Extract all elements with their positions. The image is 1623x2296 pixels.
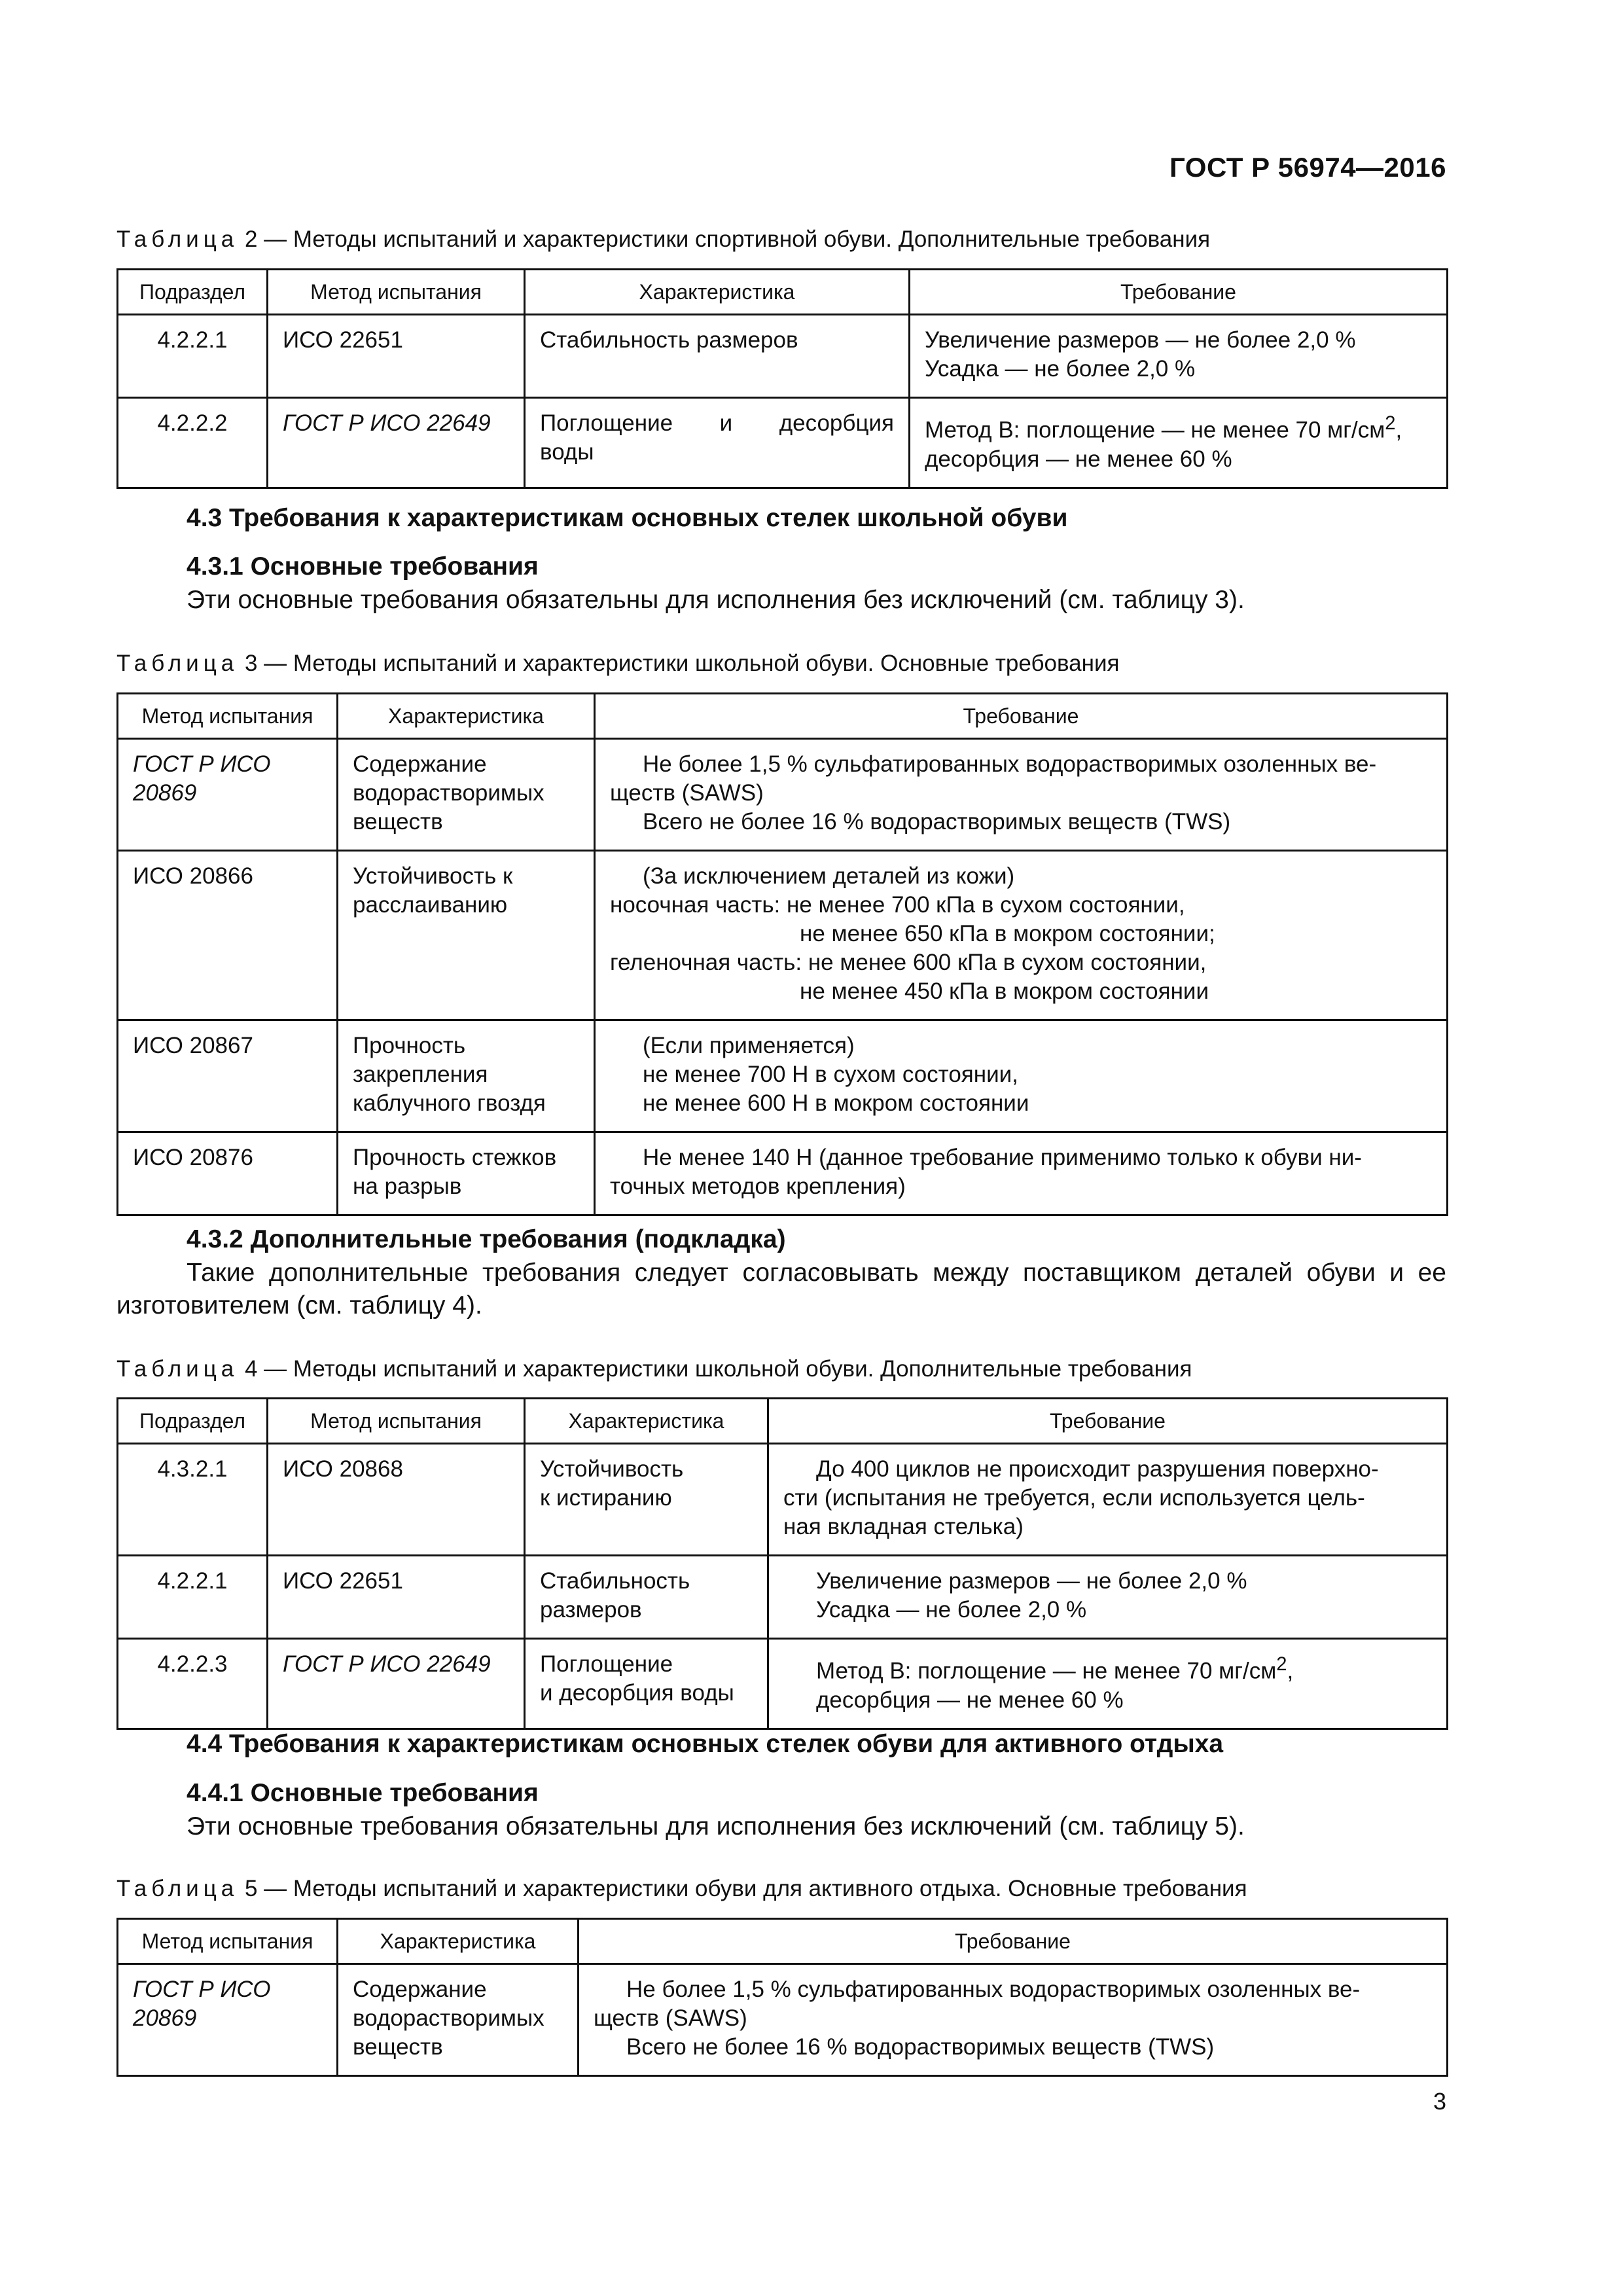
table3-caption-label: Таблица (116, 651, 239, 676)
paragraph-text: Эти основные требования обязательны для исполнения без исключений (см. таблицу 3). (187, 586, 1245, 614)
requirement-line: сти (испытания не требуется, если используется цель- (783, 1485, 1365, 1511)
table4-header-cell: Требование (768, 1399, 1448, 1444)
requirement-line: Не менее 140 Н (данное требование применимо только к обуви ни- (643, 1145, 1362, 1170)
table5-caption (116, 1876, 1247, 1902)
table4-caption-text: 4 — Методы испытаний и характеристики школьной обуви. Дополнительные требования (238, 1356, 1192, 1382)
table5-caption-text: 5 — Методы испытаний и характеристики обуви для активного отдыха. Основные требования (238, 1876, 1247, 1901)
table-row (118, 851, 1448, 1020)
requirement-line: Усадка — не более 2,0 % (925, 356, 1196, 382)
table5-header-cell: Метод испытания (118, 1919, 338, 1964)
requirement-line: Увеличение размеров — не более 2,0 % (925, 327, 1356, 353)
table2-caption (116, 226, 1210, 253)
requirement-line: не менее 600 Н в мокром состоянии (643, 1090, 1029, 1116)
table2-header-cell: Подраздел (118, 270, 268, 315)
characteristic-cell: Содержание водорастворимых веществ (338, 739, 595, 851)
table-row (118, 1132, 1448, 1215)
table5 (116, 1918, 1448, 2077)
section-4-3-2-heading: 4.3.2 Дополнительные требования (подкладка) (187, 1225, 786, 1253)
subsection-cell: 4.2.2.2 (118, 398, 268, 488)
characteristic-line: к истиранию (540, 1485, 672, 1511)
requirement-line: (За исключением деталей из кожи) (643, 863, 1015, 889)
table2-caption-text: 2 — Методы испытаний и характеристики спортивной обуви. Дополнительные требования (238, 226, 1211, 252)
subsection-cell: 4.2.2.1 (118, 1556, 268, 1639)
table3-header-cell: Требование (595, 694, 1448, 739)
table2-caption-label: Таблица (116, 226, 239, 252)
section-4-4-1-text (116, 1810, 1446, 1843)
requirement-line: геленочная часть: не менее 600 кПа в сухом состоянии, (610, 950, 1207, 975)
table4-header-cell: Характеристика (525, 1399, 768, 1444)
table5-header-cell: Требование (579, 1919, 1448, 1964)
table-row (118, 1556, 1448, 1639)
characteristic-line: Стабильность (540, 1568, 690, 1594)
table3 (116, 692, 1448, 1216)
requirement-line: Усадка — не более 2,0 % (816, 1597, 1087, 1623)
table4-caption (116, 1356, 1192, 1382)
requirement-line: ществ (SAWS) (594, 2005, 747, 2031)
characteristic-line: воды (540, 439, 594, 465)
subsection-cell: 4.3.2.1 (118, 1444, 268, 1556)
page-number: 3 (1433, 2088, 1446, 2115)
requirement-line (783, 1650, 1432, 1686)
characteristic-cell: Прочность закрепления каблучного гвоздя (338, 1020, 595, 1132)
characteristic-cell (525, 1639, 768, 1729)
requirement-text: Метод В: поглощение — не менее 70 мг/см (925, 417, 1385, 443)
characteristic-cell (525, 398, 910, 488)
characteristic-cell: Прочность стежков на разрыв (338, 1132, 595, 1215)
subsection-cell: 4.2.2.3 (118, 1639, 268, 1729)
section-4-4-1-heading: 4.4.1 Основные требования (187, 1779, 539, 1807)
method-cell: ИСО 20866 (118, 851, 338, 1020)
requirement-cell (595, 1132, 1448, 1215)
section-4-3-2-text (116, 1257, 1446, 1322)
table2-header-cell: Характеристика (525, 270, 910, 315)
characteristic-cell (525, 1556, 768, 1639)
requirement-line: Не более 1,5 % сульфатированных водорастворимых озоленных ве- (643, 751, 1377, 777)
requirement-line (925, 409, 1432, 445)
characteristic-line: и десорбция воды (540, 1680, 734, 1706)
requirement-line: точных методов крепления) (610, 1174, 906, 1199)
superscript: 2 (1385, 413, 1396, 434)
characteristic-line: Устойчивость (540, 1456, 684, 1482)
characteristic-cell (525, 1444, 768, 1556)
requirement-line: десорбция — не менее 60 % (925, 446, 1232, 472)
table3-caption-text: 3 — Методы испытаний и характеристики школьной обуви. Основные требования (238, 651, 1120, 676)
requirement-cell (579, 1964, 1448, 2076)
table4-header-cell: Подраздел (118, 1399, 268, 1444)
table3-caption (116, 651, 1119, 677)
method-cell: ИСО 20867 (118, 1020, 338, 1132)
requirement-line: Всего не более 16 % водорастворимых веществ (TWS) (643, 809, 1231, 834)
requirement-cell (595, 739, 1448, 851)
paragraph-text: Такие дополнительные требования следует согласовывать между поставщиком деталей обуви и ее изготовителем (см. таблицу 4). (116, 1259, 1446, 1319)
table3-header-row (118, 694, 1448, 739)
paragraph-text: Эти основные требования обязательны для исполнения без исключений (см. таблицу 5). (187, 1812, 1245, 1840)
requirement-line: Увеличение размеров — не более 2,0 % (816, 1568, 1247, 1594)
table4-header-cell: Метод испытания (268, 1399, 525, 1444)
table2 (116, 268, 1448, 489)
table3-header-cell: Метод испытания (118, 694, 338, 739)
requirement-line: (Если применяется) (643, 1033, 855, 1058)
characteristic-line: размеров (540, 1597, 642, 1623)
method-cell: ГОСТ Р ИСО 20869 (118, 739, 338, 851)
requirement-cell (910, 398, 1448, 488)
requirement-text: , (1395, 417, 1402, 443)
requirement-cell (768, 1444, 1448, 1556)
superscript: 2 (1276, 1654, 1287, 1675)
method-cell: ГОСТ Р ИСО 22649 (268, 398, 525, 488)
requirement-text: Метод В: поглощение — не менее 70 мг/см (816, 1658, 1277, 1684)
table2-header-cell: Метод испытания (268, 270, 525, 315)
method-cell: ИСО 22651 (268, 1556, 525, 1639)
requirement-line: ществ (SAWS) (610, 780, 764, 806)
table-row (118, 739, 1448, 851)
table5-caption-label: Таблица (116, 1876, 239, 1901)
table4 (116, 1397, 1448, 1730)
requirement-line: носочная часть: не менее 700 кПа в сухом состоянии, (610, 892, 1185, 918)
table4-header-row (118, 1399, 1448, 1444)
method-cell: ИСО 20876 (118, 1132, 338, 1215)
section-4-4-heading: 4.4 Требования к характеристикам основных стелек обуви для активного отдыха (187, 1730, 1224, 1758)
table-row (118, 1020, 1448, 1132)
requirement-cell (595, 851, 1448, 1020)
requirement-line: не менее 700 Н в сухом состоянии, (643, 1062, 1018, 1087)
section-4-3-1-text (116, 584, 1446, 617)
method-cell: ИСО 20868 (268, 1444, 525, 1556)
requirement-cell (910, 315, 1448, 398)
table4-caption-label: Таблица (116, 1356, 239, 1382)
table2-header-row (118, 270, 1448, 315)
method-cell: ГОСТ Р ИСО 22649 (268, 1639, 525, 1729)
requirement-line: Всего не более 16 % водорастворимых веществ (TWS) (626, 2034, 1215, 2060)
requirement-cell (768, 1556, 1448, 1639)
requirement-cell (768, 1639, 1448, 1729)
table3-header-cell: Характеристика (338, 694, 595, 739)
characteristic-cell: Содержание водорастворимых веществ (338, 1964, 579, 2076)
requirement-line: не менее 650 кПа в мокром состоянии; (800, 921, 1215, 946)
method-cell: ГОСТ Р ИСО 20869 (118, 1964, 338, 2076)
table2-header-cell: Требование (910, 270, 1448, 315)
requirement-line: ная вкладная стелька) (783, 1514, 1024, 1539)
table-row (118, 1639, 1448, 1729)
requirement-line: не менее 450 кПа в мокром состоянии (800, 978, 1209, 1004)
requirement-line: десорбция — не менее 60 % (816, 1687, 1124, 1713)
requirement-cell (595, 1020, 1448, 1132)
characteristic-cell: Устойчивость к расслаиванию (338, 851, 595, 1020)
characteristic-line: Поглощение и десорбция (540, 410, 894, 436)
requirement-text: , (1287, 1658, 1294, 1684)
characteristic-cell: Стабильность размеров (525, 315, 910, 398)
table-row (118, 398, 1448, 488)
method-cell: ИСО 22651 (268, 315, 525, 398)
section-4-3-heading: 4.3 Требования к характеристикам основных стелек школьной обуви (187, 504, 1068, 532)
requirement-line: Не более 1,5 % сульфатированных водорастворимых озоленных ве- (626, 1977, 1361, 2002)
subsection-cell: 4.2.2.1 (118, 315, 268, 398)
table5-header-cell: Характеристика (338, 1919, 579, 1964)
table5-header-row (118, 1919, 1448, 1964)
table-row (118, 315, 1448, 398)
requirement-line: До 400 циклов не происходит разрушения поверхно- (816, 1456, 1379, 1482)
table-row (118, 1444, 1448, 1556)
characteristic-line: Поглощение (540, 1651, 673, 1677)
document-code: ГОСТ Р 56974—2016 (1169, 152, 1446, 183)
section-4-3-1-heading: 4.3.1 Основные требования (187, 552, 539, 581)
table-row (118, 1964, 1448, 2076)
